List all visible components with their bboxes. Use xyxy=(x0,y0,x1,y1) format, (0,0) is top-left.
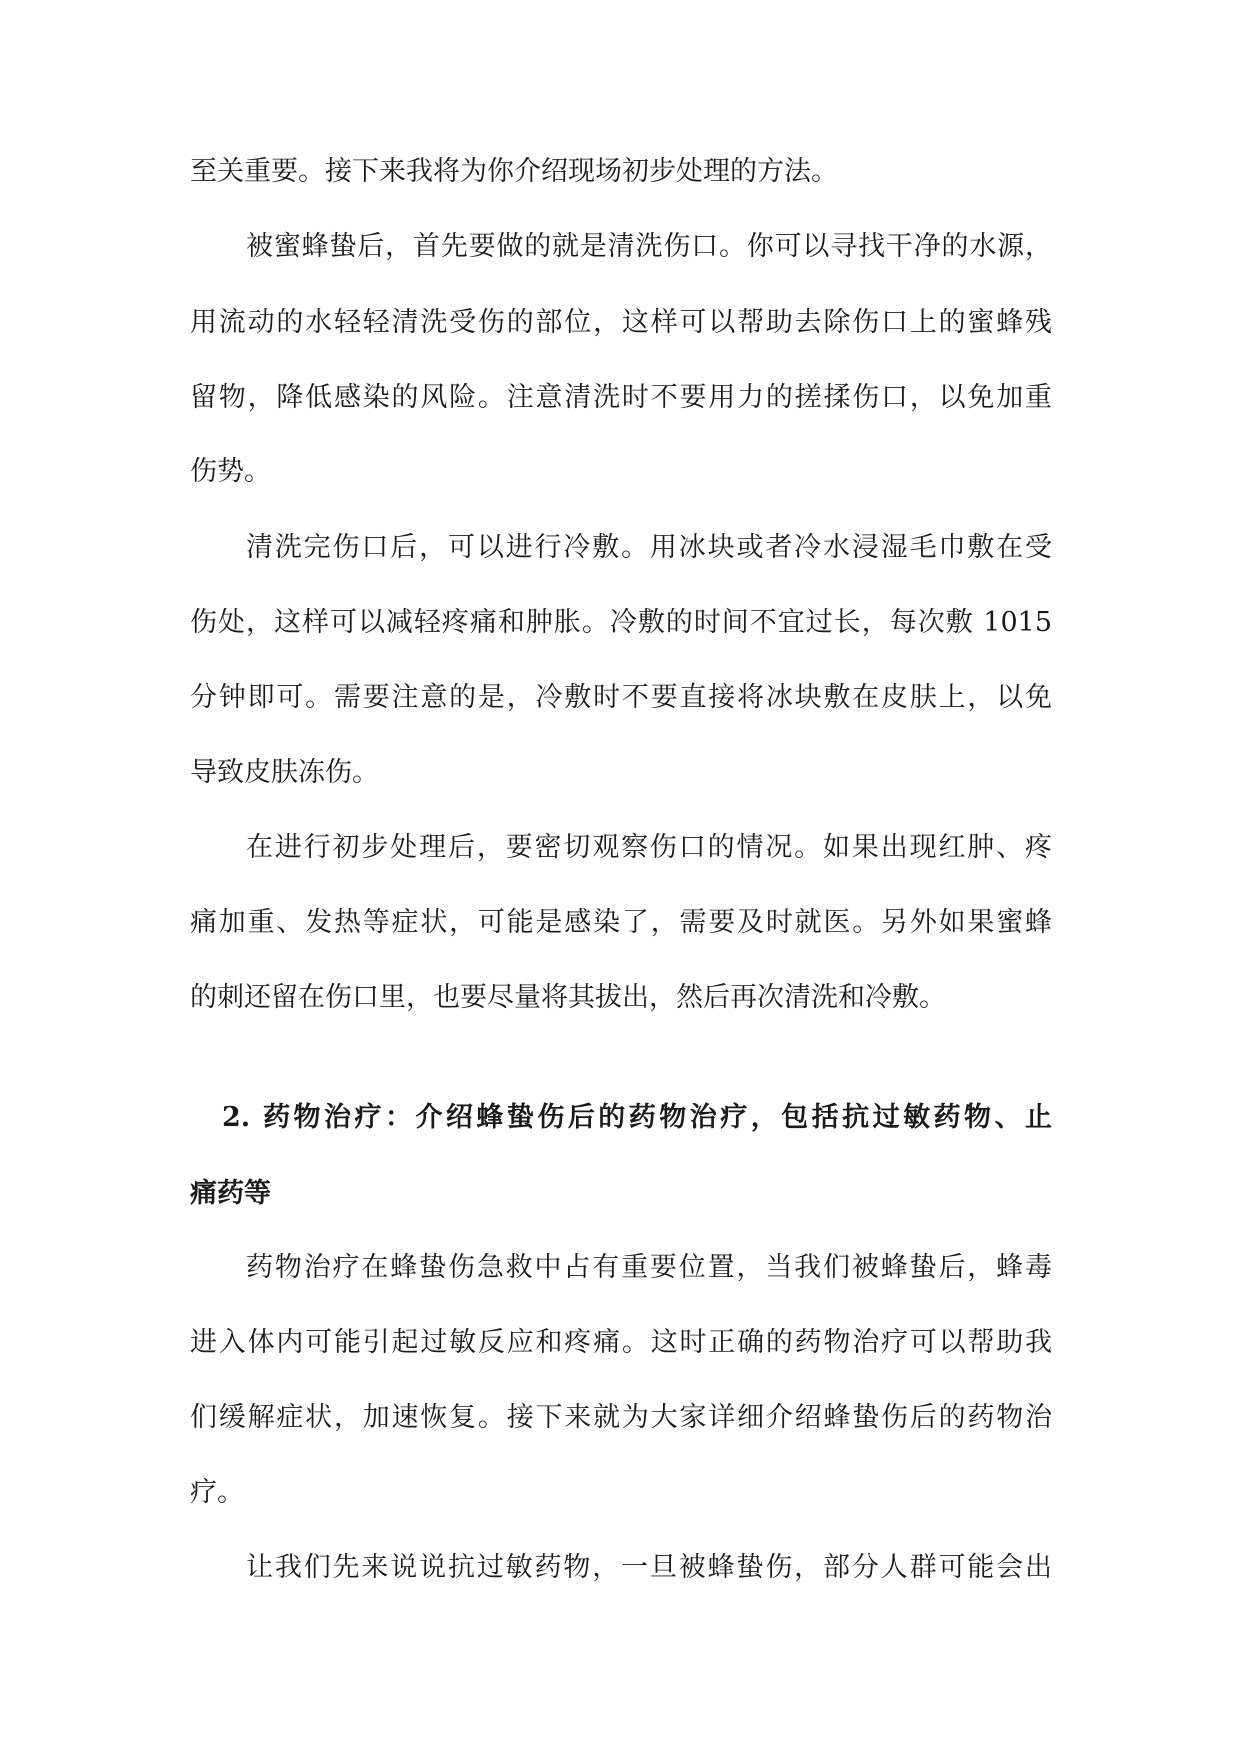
paragraph-line: 痛加重、发热等症状，可能是感染了，需要及时就医。另外如果蜜蜂 xyxy=(190,907,1052,938)
paragraph-line: 清洗完伤口后，可以进行冷敷。用冰块或者冷水浸湿毛巾敷在受 xyxy=(246,532,1052,563)
paragraph-line: 导致皮肤冻伤。 xyxy=(190,757,379,788)
section-heading: 痛药等 xyxy=(190,1178,271,1209)
paragraph-line: 药物治疗在蜂蛰伤急救中占有重要位置，当我们被蜂蛰后，蜂毒 xyxy=(246,1252,1052,1283)
paragraph-line: 进入体内可能引起过敏反应和疼痛。这时正确的药物治疗可以帮助我 xyxy=(190,1327,1052,1358)
paragraph-line: 让我们先来说说抗过敏药物，一旦被蜂蛰伤，部分人群可能会出 xyxy=(246,1552,1052,1583)
paragraph-line: 至关重要。接下来我将为你介绍现场初步处理的方法。 xyxy=(190,156,838,187)
paragraph-line: 用流动的水轻轻清洗受伤的部位，这样可以帮助去除伤口上的蜜蜂残 xyxy=(190,307,1052,338)
paragraph-line: 伤处，这样可以减轻疼痛和肿胀。冷敷的时间不宜过长，每次敷 1015 xyxy=(190,607,1052,638)
paragraph-line: 们缓解症状，加速恢复。接下来就为大家详细介绍蜂蛰伤后的药物治 xyxy=(190,1402,1052,1433)
paragraph-line: 被蜜蜂蛰后，首先要做的就是清洗伤口。你可以寻找干净的水源， xyxy=(246,231,1052,262)
section-heading: 2. 药物治疗：介绍蜂蛰伤后的药物治疗，包括抗过敏药物、止 xyxy=(222,1102,1052,1133)
paragraph-line: 伤势。 xyxy=(190,456,271,487)
paragraph-line: 分钟即可。需要注意的是，冷敷时不要直接将冰块敷在皮肤上，以免 xyxy=(190,682,1052,713)
paragraph-line: 在进行初步处理后，要密切观察伤口的情况。如果出现红肿、疼 xyxy=(246,832,1052,863)
paragraph-line: 疗。 xyxy=(190,1477,244,1508)
paragraph-line: 的刺还留在伤口里，也要尽量将其拔出，然后再次清洗和冷敷。 xyxy=(190,982,946,1013)
paragraph-line: 留物，降低感染的风险。注意清洗时不要用力的搓揉伤口，以免加重 xyxy=(190,382,1052,413)
